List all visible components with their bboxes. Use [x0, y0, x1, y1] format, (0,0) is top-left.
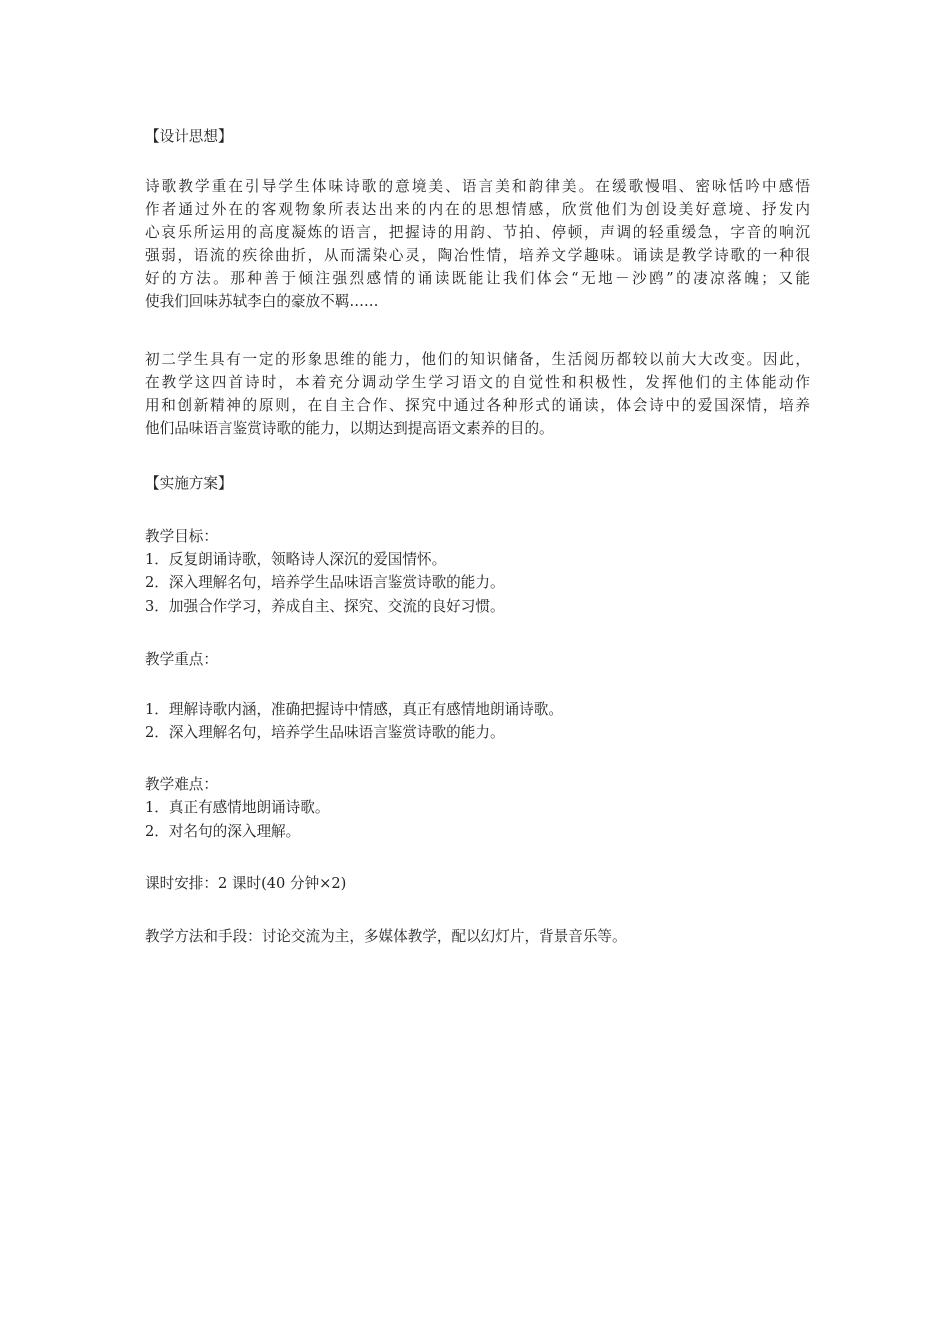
goals-label: 教学目标： — [145, 528, 218, 545]
paragraph-line: 用和创新精神的原则，在自主合作、探究中通过各种形式的诵读，体会诗中的爱国深情，培养 — [145, 397, 810, 414]
list-item: 1．真正有感情地朗诵诗歌。 — [145, 799, 330, 816]
list-item: 1．反复朗诵诗歌，领略诗人深沉的爱国情怀。 — [145, 551, 447, 568]
paragraph-line: 在教学这四首诗时，本着充分调动学生学习语文的自觉性和积极性，发挥他们的主体能动作 — [145, 374, 810, 391]
paragraph-line: 诗歌教学重在引导学生体味诗歌的意境美、语言美和韵律美。在缓歌慢唱、密咏恬吟中感悟 — [145, 178, 810, 195]
paragraph-line: 使我们回味苏轼李白的豪放不羁…… — [145, 293, 379, 310]
list-item: 3．加强合作学习，养成自主、探究、交流的良好习惯。 — [145, 598, 505, 615]
methods-text: 教学方法和手段：讨论交流为主，多媒体教学，配以幻灯片，背景音乐等。 — [145, 928, 627, 945]
paragraph-line: 他们品味语言鉴赏诗歌的能力，以期达到提高语文素养的目的。 — [145, 420, 554, 437]
schedule-text: 课时安排：2 课时(40 分钟×2) — [145, 875, 347, 892]
section-heading-design-idea: 【设计思想】 — [145, 128, 233, 145]
paragraph-line: 作者通过外在的客观物象所表达出来的内在的思想情感，欣赏他们为创设美好意境、抒发内 — [145, 201, 810, 218]
list-item: 2．对名句的深入理解。 — [145, 823, 301, 840]
paragraph-line: 好的方法。那种善于倾注强烈感情的诵读既能让我们体会“无地－沙鸥”的凄凉落魄；又能 — [145, 270, 810, 287]
paragraph-line: 初二学生具有一定的形象思维的能力，他们的知识储备，生活阅历都较以前大大改变。因此， — [145, 351, 810, 368]
section-heading-plan: 【实施方案】 — [145, 475, 233, 492]
paragraph-line: 强弱，语流的疾徐曲折，从而濡染心灵，陶冶性情，培养文学趣味。诵读是教学诗歌的一种很 — [145, 247, 810, 264]
list-item: 2．深入理解名句，培养学生品味语言鉴赏诗歌的能力。 — [145, 574, 505, 591]
list-item: 2．深入理解名句，培养学生品味语言鉴赏诗歌的能力。 — [145, 724, 505, 741]
difficulties-label: 教学难点： — [145, 776, 218, 793]
paragraph-line: 心哀乐所运用的高度凝炼的语言，把握诗的用韵、节拍、停顿，声调的轻重缓急，字音的响沉 — [145, 224, 810, 241]
list-item: 1．理解诗歌内涵，准确把握诗中情感，真正有感情地朗诵诗歌。 — [145, 701, 563, 718]
key-points-label: 教学重点： — [145, 651, 218, 668]
